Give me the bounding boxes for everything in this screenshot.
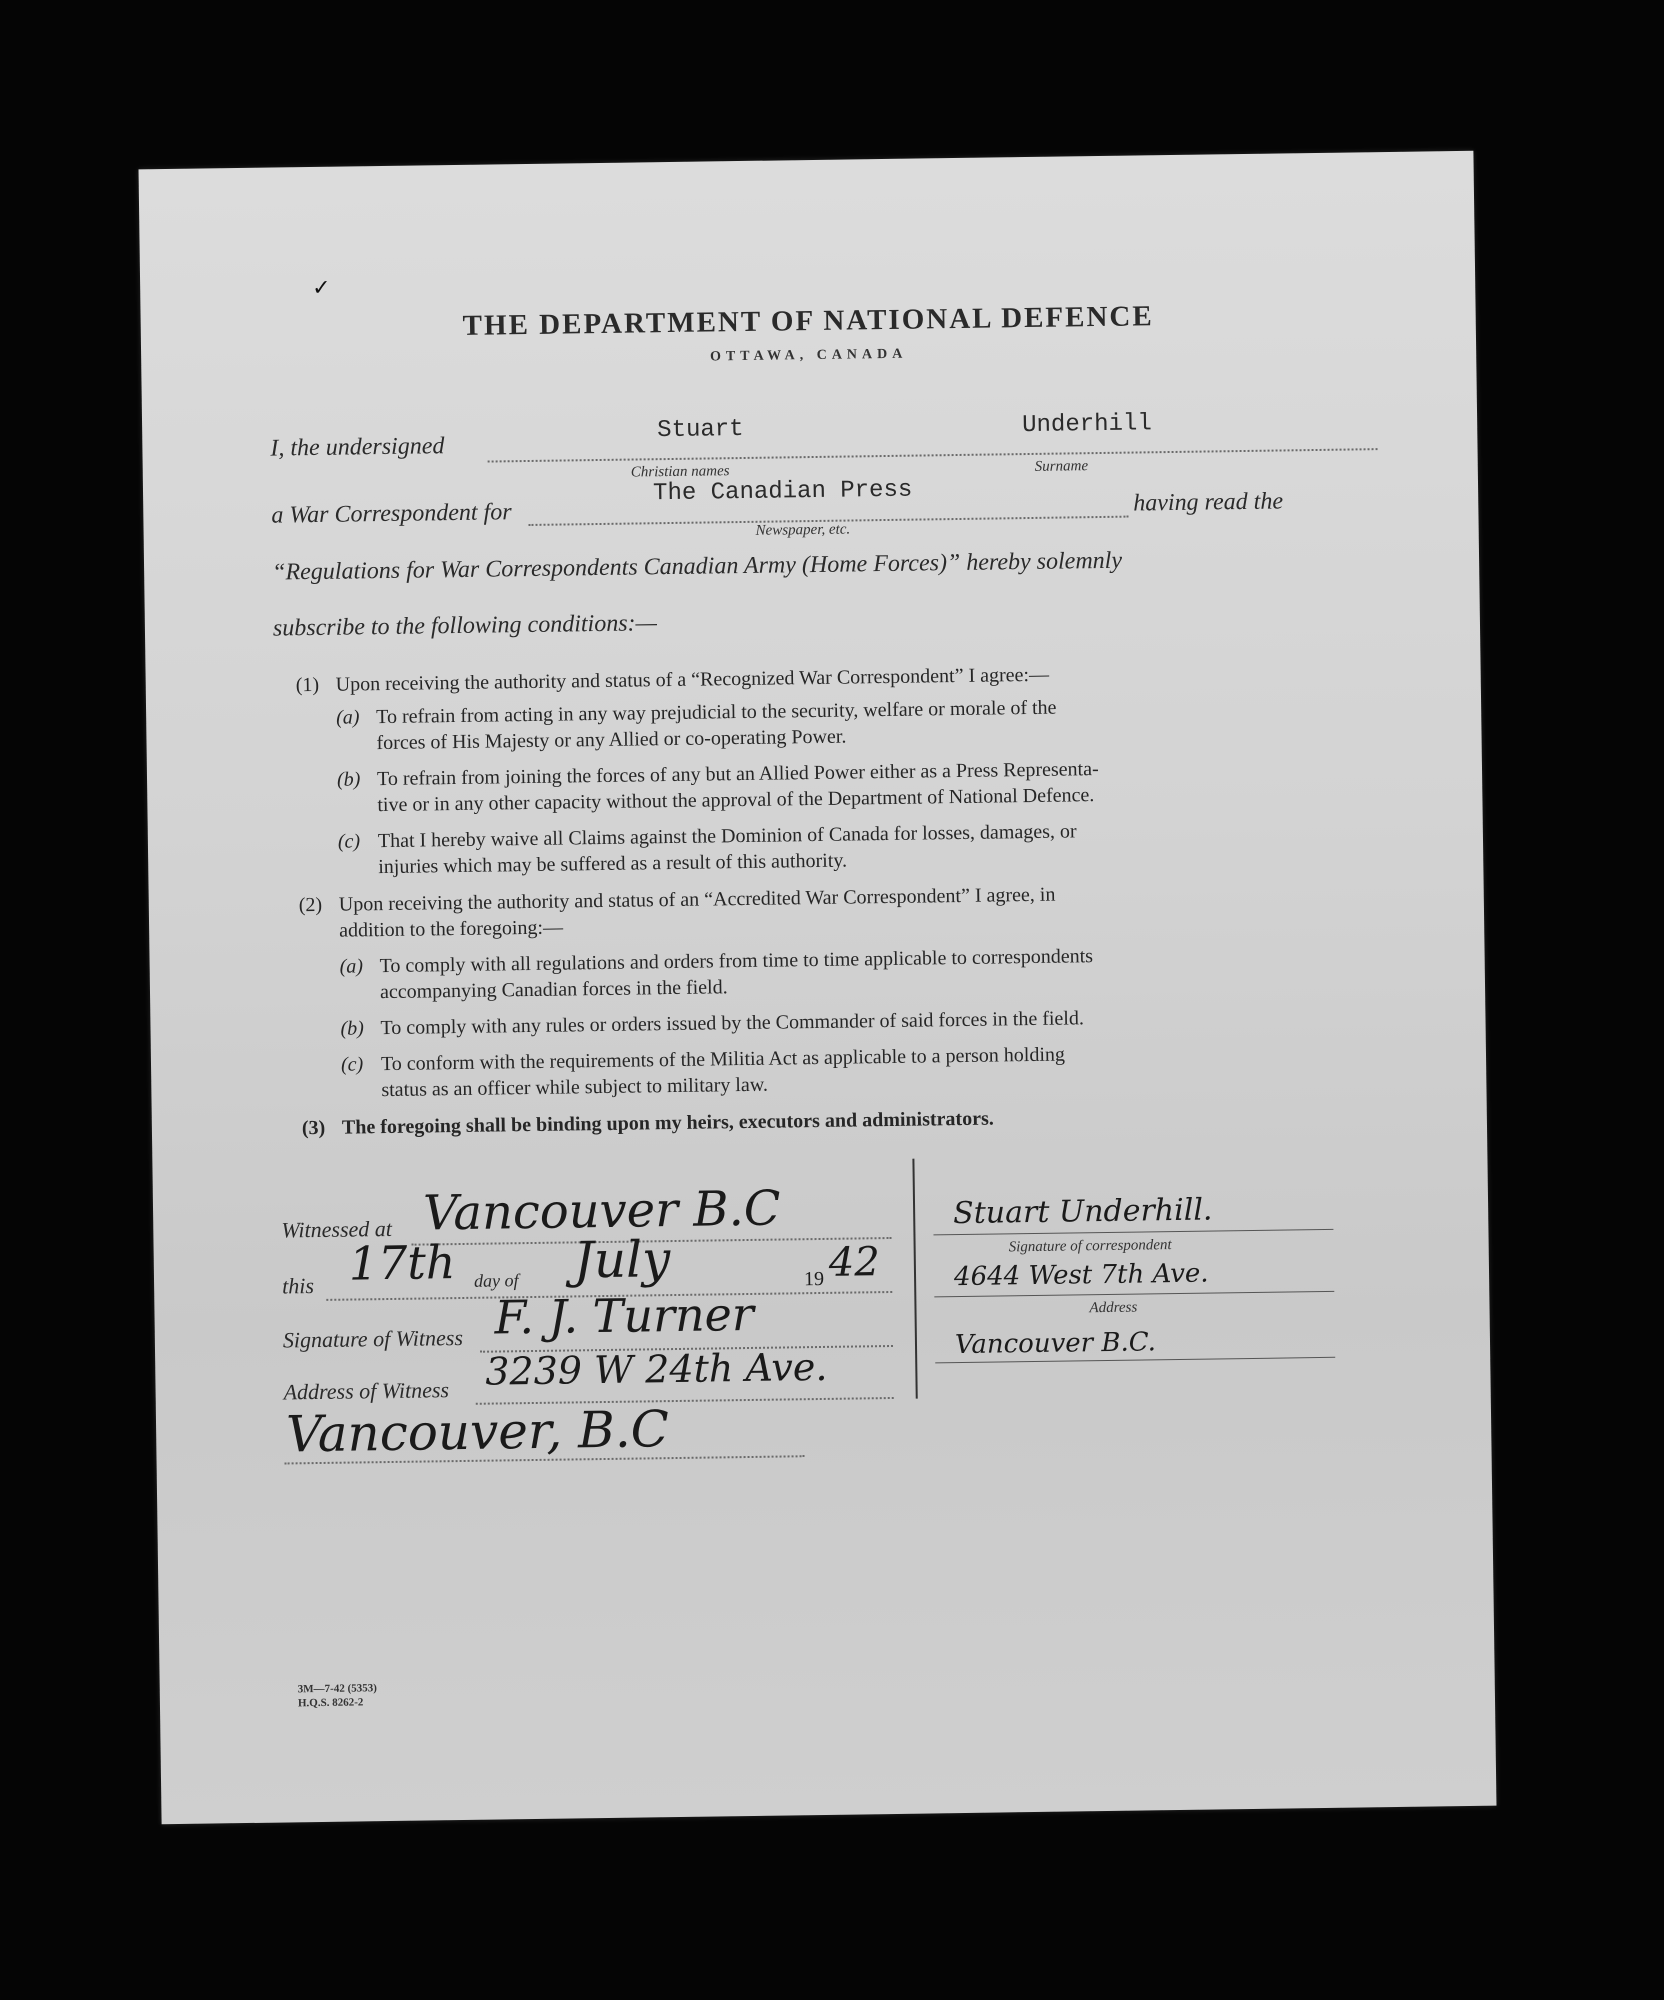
newspaper-caption: Newspaper, etc.	[755, 521, 851, 539]
clause-1-text: Upon receiving the authority and status of a “Recognized War Correspondent” I agree:—	[335, 663, 1050, 696]
day-of-label: day of	[473, 1270, 519, 1291]
surname-value: Underhill	[1021, 410, 1152, 440]
clause-1-number: (1)	[295, 673, 320, 697]
correspondent-address-caption: Address	[1089, 1299, 1138, 1317]
intro-label: I, the undersigned	[270, 433, 445, 462]
clause-2-line2: addition to the foregoing:—	[339, 916, 564, 942]
clause-1a-label: (a)	[336, 706, 360, 729]
surname-caption: Surname	[1034, 458, 1089, 475]
document-page	[139, 151, 1497, 1824]
correspondent-address-line	[934, 1291, 1334, 1298]
clause-3-text: The foregoing shall be binding upon my heirs, executors and administrators.	[341, 1107, 994, 1139]
clause-2-number: (2)	[298, 893, 323, 917]
clause-1c-label: (c)	[337, 830, 361, 853]
clause-2c-line1: To conform with the requirements of the Militia Act as applicable to a person holding	[380, 1043, 1066, 1076]
name-line	[488, 448, 1378, 462]
clause-2b-line1: To comply with any rules or orders issued by the Commander of said forces in the field.	[380, 1007, 1085, 1040]
clause-2c-label: (c)	[340, 1053, 364, 1076]
correspondent-signature-caption: Signature of correspondent	[1008, 1237, 1172, 1256]
clause-2b-label: (b)	[340, 1017, 365, 1040]
form-code-line1: 3M—7-42 (5353)	[297, 1682, 377, 1696]
witness-bracket	[902, 1159, 917, 1399]
correspondent-address-line1: 4644 West 7th Ave.	[953, 1258, 1209, 1293]
department-location: OTTAWA, CANADA	[709, 346, 908, 365]
clause-1b-line1: To refrain from joining the forces of any but an Allied Power either as a Press Representa-	[376, 758, 1099, 791]
witness-address-line1: 3239 W 24th Ave.	[485, 1344, 828, 1394]
having-read-label: having read the	[1133, 488, 1284, 517]
clause-2a-line2: accompanying Canadian forces in the field.	[379, 976, 728, 1004]
christian-names-caption: Christian names	[630, 463, 730, 481]
clause-1b-label: (b)	[336, 768, 361, 791]
department-title: THE DEPARTMENT OF NATIONAL DEFENCE	[462, 300, 1154, 342]
ink-mark: ✓	[312, 274, 331, 300]
clause-2a-line1: To comply with all regulations and orders from time to time applicable to correspondents	[379, 945, 1094, 978]
month-value: July	[573, 1230, 671, 1290]
form-code-line2: H.Q.S. 8262-2	[297, 1696, 364, 1710]
witnessed-at-label: Witnessed at	[281, 1215, 393, 1243]
clause-2c-line2: status as an officer while subject to military law.	[381, 1073, 769, 1102]
clause-1b-line2: tive or in any other capacity without the approval of the Department of National Defence.	[377, 784, 1095, 817]
clause-2a-label: (a)	[339, 955, 364, 978]
clause-1c-line1: That I hereby waive all Claims against the Dominion of Canada for losses, damages, or	[377, 820, 1077, 853]
regulations-line: “Regulations for War Correspondents Canadian Army (Home Forces)” hereby solemnly	[271, 547, 1123, 586]
correspondent-signature-value: Stuart Underhill.	[952, 1192, 1213, 1232]
this-label: this	[281, 1273, 315, 1299]
clause-1a-line1: To refrain from acting in any way prejudicial to the security, welfare or morale of the	[376, 696, 1057, 729]
correspondent-address-line2: Vancouver B.C.	[954, 1327, 1157, 1361]
year-value: 42	[828, 1239, 881, 1286]
form-code	[298, 1681, 378, 1710]
witness-signature-value: F. J. Turner	[494, 1286, 755, 1345]
year-prefix: 19	[803, 1267, 825, 1291]
clause-1a-line2: forces of His Majesty or any Allied or co-operating Power.	[376, 725, 847, 755]
subscribe-line: subscribe to the following conditions:—	[272, 610, 658, 642]
war-correspondent-label: a War Correspondent for	[271, 499, 512, 529]
newspaper-value: The Canadian Press	[652, 476, 913, 508]
witness-address-line2: Vancouver, B.C	[285, 1400, 670, 1464]
witnessed-at-value: Vancouver B.C	[422, 1180, 781, 1242]
clause-2-line1: Upon receiving the authority and status of an “Accredited War Correspondent” I agree, in	[338, 883, 1056, 916]
day-value: 17th	[348, 1235, 456, 1291]
witness-signature-label: Signature of Witness	[282, 1324, 464, 1353]
witness-address-label: Address of Witness	[283, 1377, 450, 1405]
christian-name-value: Stuart	[657, 415, 744, 445]
clause-3-number: (3)	[301, 1116, 326, 1140]
clause-1c-line2: injuries which may be suffered as a result of this authority.	[378, 849, 848, 879]
